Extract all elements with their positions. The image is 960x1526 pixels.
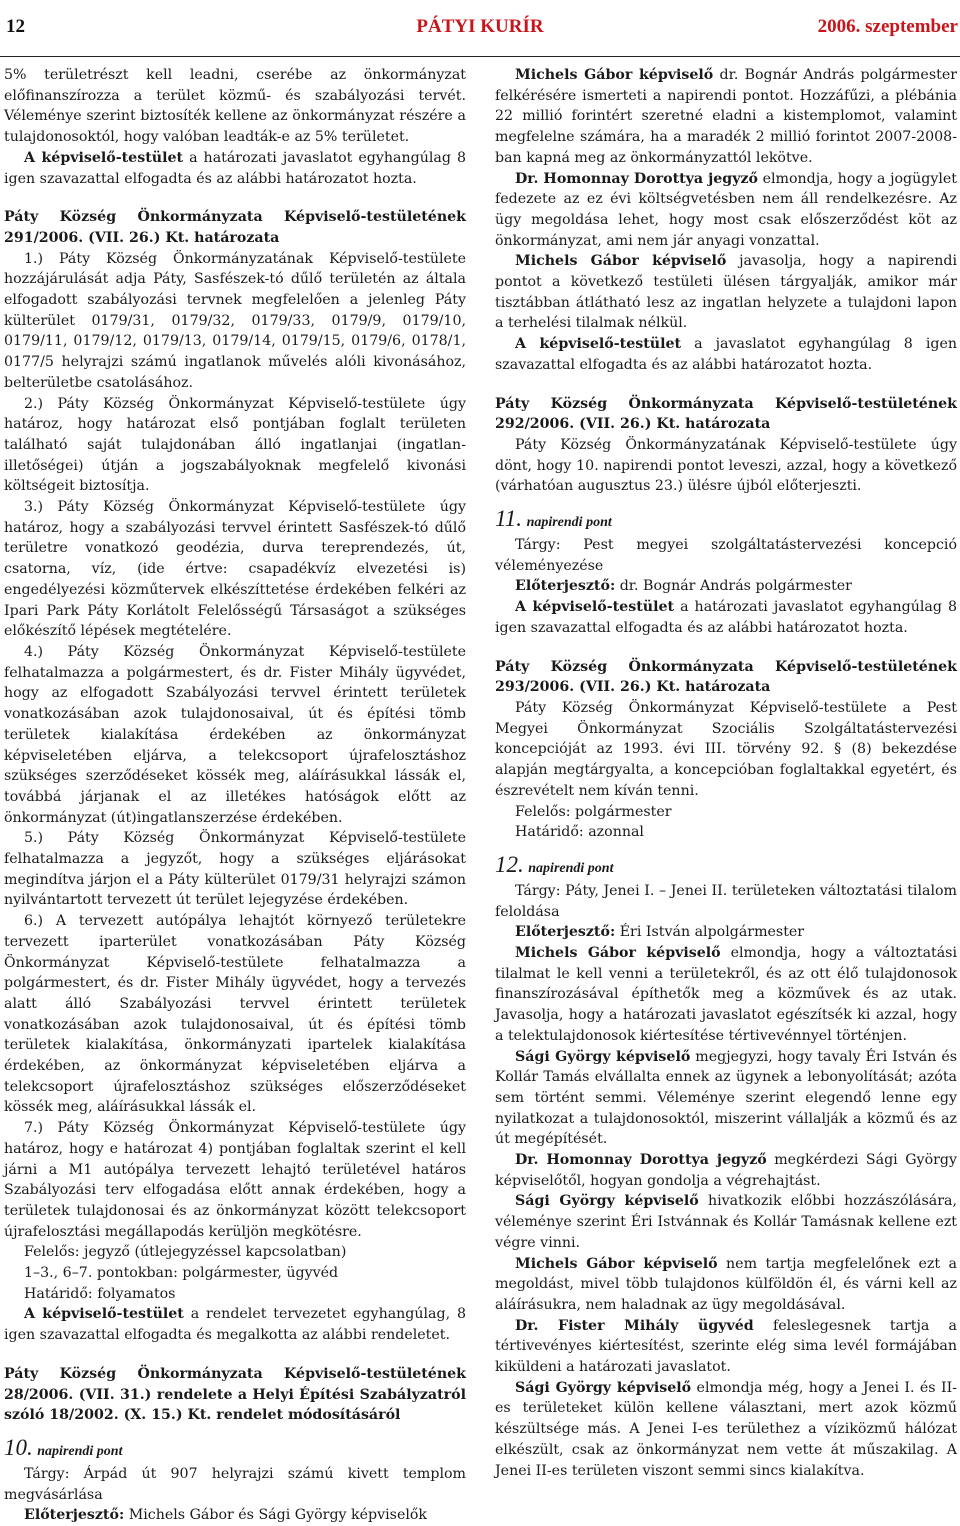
paragraph: 2.) Páty Község Önkormányzat Képviselő-testülete úgy határoz, hogy határozat első pontjában foglalt területen található saját tulajdonában álló ingatlanjai (ingatlan-illetőségei) útján a jogszabályoknak megfelelő kivonási költségeit biztosítja.: [4, 395, 466, 495]
paragraph: Előterjesztő: dr. Bognár András polgármester: [515, 578, 852, 595]
paragraph: 1–3., 6–7. pontokban: polgármester, ügyvéd: [24, 1265, 339, 1282]
paragraph: Határidő: folyamatos: [24, 1285, 176, 1302]
paragraph: Felelős: polgármester: [515, 803, 672, 820]
paragraph: Határidő: azonnal: [515, 824, 644, 841]
paragraph: Dr. Fister Mihály ügyvéd feleslegesnek tartja a tértivevényes kiértesítést, szerinte elég sima levél formájában kiküldeni a határozati javaslatot.: [495, 1317, 957, 1376]
paragraph: Michels Gábor képviselő elmondja, hogy a változtatási tilalmat le kell venni a területekről, és az ott élő tulajdonosok finanszírozásával építhetők meg a közművek és az utak. Javasolja, hogy a határozati javaslatot egészítsék ki azzal, hogy a telektulajdonosok kiértesítése tértivevénnyel történjen.: [495, 945, 958, 1044]
paragraph: Dr. Homonnay Dorottya jegyző megkérdezi Sági György képviselőtől, hogyan gondolja a végrehajtást.: [495, 1152, 957, 1189]
paragraph: A képviselő-testület a határozati javaslatot egyhangúlag 8 igen szavazattal elfogadta és az alábbi határozatot hozta.: [4, 149, 466, 187]
paragraph: 5.) Páty Község Önkormányzat Képviselő-testülete felhatalmazza a jegyzőt, hogy a szükséges eljárásokat megindítva járjon el a Páty külterület 0179/31 helyrajzi számon nyilvántartott tervezett út terület lejegyzése érdekében.: [4, 830, 466, 909]
section-heading: 10. napirendi pont: [4, 1435, 123, 1460]
paragraph: A képviselő-testület a javaslatot egyhangúlag 8 igen szavazattal elfogadta és az alábbi határozatot hozta.: [495, 336, 957, 373]
paragraph: 6.) A tervezett autópálya lehajtót környező területekre tervezett iparterület vonatkozásában Páty Község Önkormányzat Képviselő-testülete felhatalmazza a polgármestert, és dr. Fister Mihály ügyvédet, hogy a tervezés alatt álló Szabályozási tervvel érintett területek vonatkozásában azok tulajdonosaival, út és építési tömb területek kialakítása, önkormányzati ipartelek kialakítása érdekében, az önkormányzat képviseletében eljárva a telekcsoport újrafelosztáshoz szükséges előszerződéseket kössék meg, aláírásukkal lássák el.: [4, 913, 466, 1116]
paragraph: Páty Község Önkormányzat Képviselő-testülete a Pest Megyei Önkormányzat Szociális Szolgáltatástervezési koncepcióját az 1993. évi III. törvény 92. § (8) bekezdése alapján megtárgyalta, a koncepcióban foglaltakkal egyetért, és észrevételt nem kíván tenni.: [495, 699, 957, 799]
paragraph: Előterjesztő: Éri István alpolgármester: [515, 924, 805, 941]
paragraph: Michels Gábor képviselő javasolja, hogy a napirendi pontot a következő testületi ülésen tárgyalják, amikor már tisztábban átlátható lesz az ingatlan helyzete a tulajdoni lapon a terhelési tilalmak nélkül.: [495, 253, 957, 332]
paragraph: Előterjesztő: Michels Gábor és Sági György képviselők: [24, 1507, 428, 1524]
page-header: [0, 0, 960, 57]
paragraph: Dr. Homonnay Dorottya jegyző elmondja, hogy a jogügylet fedezete az ez évi költségvetésben nem áll rendelkezésre. Az ügy megoldása lehet, hogy most csak előszerződést köt az önkormányzat, ami nem jár anyagi vonzattal.: [495, 170, 957, 249]
resolution-heading: Páty Község Önkormányzata Képviselő-testületének 292/2006. (VII. 26.) Kt. határozata: [495, 395, 957, 433]
paragraph: Tárgy: Pest megyei szolgáltatástervezési koncepció véleményezése: [495, 537, 957, 574]
paragraph: Páty Község Önkormányzatának Képviselő-testülete úgy dönt, hogy 10. napirendi pontot leveszi, azzal, hogy a következő (várhatóan augusztus 23.) ülésre újból előterjeszti.: [495, 436, 957, 495]
paragraph: 7.) Páty Község Önkormányzat Képviselő-testülete úgy határoz, hogy e határozat 4) pontjában foglaltak szerint el kell járni a M1 autópálya tervezett lehajtó területével határos Szabályozási terv elfogadása előtt annak érdekében, hogy a területek tulajdonosai és az önkormányzat között telekcsoport újrafelosztási megállapodás kerüljön megkötésre.: [4, 1120, 466, 1240]
issue-date: 2006. szeptember: [817, 16, 958, 37]
paragraph: A képviselő-testület a határozati javaslatot egyhangúlag 8 igen szavazattal elfogadta és az alábbi határozatot hozta.: [495, 599, 957, 636]
section-heading: 11. napirendi pont: [495, 506, 612, 532]
resolution-heading: Páty Község Önkormányzata Képviselő-testületének 291/2006. (VII. 26.) Kt. határozata: [4, 209, 466, 246]
right-column: [495, 65, 957, 1481]
section-heading: 12. napirendi pont: [495, 851, 614, 877]
left-column: [4, 65, 466, 1526]
ordinance-heading: Páty Község Önkormányzata Képviselő-testületének 28/2006. (VII. 31.) rendelete a Helyi Építési Szabályzatról szóló 18/2002. (X. 15.) Kt. rendelet módosításáról: [4, 1365, 466, 1424]
paragraph: Michels Gábor képviselő nem tartja megfelelőnek ezt a megoldást, mivel több tulajdonos külföldön él, és várni kell az aláírásukra, nem haladnak az ügy megoldásával.: [495, 1255, 957, 1313]
paragraph: Michels Gábor képviselő dr. Bognár András polgármester felkérésére ismerteti a napirendi pontot. Hozzáfűzi, a plébánia 22 millió forintért szeretné eladni a kistemplomot, valamint megfelelne számára, ha a maradék 2 millió forintot 2007-2008-ban kapná meg az önkormányzattól lekötve.: [495, 67, 957, 166]
paragraph: Tárgy: Árpád út 907 helyrajzi számú kivett templom megvásárlása: [4, 1466, 466, 1503]
paragraph: Felelős: jegyző (útlejegyzéssel kapcsolatban): [24, 1244, 347, 1261]
page-number: 12: [6, 16, 25, 37]
paragraph: Sági György képviselő hivatkozik előbbi hozzászólására, véleménye szerint Éri Istvánnak és Kollár Tamásnak kellene ezt végre vinni.: [495, 1193, 957, 1251]
paragraph: 4.) Páty Község Önkormányzat Képviselő-testülete felhatalmazza a polgármestert, és dr. Fister Mihály ügyvédet, hogy az elfogadott Szabályozási tervvel érintett területek vonatkozásában azok tulajdonosaival, út és építési tömb területek kialakítása érdekében az önkormányzat képviseletében eljárva, a telekcsoport újrafelosztáshoz szükséges szerződéseket kössék meg, aláírásukkal lássák el, továbbá járjanak el az illetékes hatóságok előtt az önkormányzat (út)ingatlanszerzése érdekében.: [4, 643, 466, 826]
resolution-heading: Páty Község Önkormányzata Képviselő-testületének 293/2006. (VII. 26.) Kt. határozata: [495, 658, 957, 696]
paragraph: Sági György képviselő elmondja még, hogy a Jenei I. és II-es területeket külön kellene választani, mert azok közmű készültsége más. A Jenei I-es területhez a víziközmű hálózat elkészült, csak az önkormányzat nem vette át műszakilag. A Jenei II-es területen viszont semmi sincs kialakítva.: [495, 1379, 957, 1479]
paragraph: Sági György képviselő megjegyzi, hogy tavaly Éri István és Kollár Tamás elvállalta ennek az ügynek a lebonyolítását; azóta sem történt semmi. Véleménye szerint elegendő lenne egy nyilatkozat a tulajdonosoktól, miszerint vállalják a közmű és az út megépítését.: [495, 1048, 957, 1148]
paragraph: 1.) Páty Község Önkormányzatának Képviselő-testülete hozzájárulását adja Páty, Sasfészek-tó dűlő területén az általa elfogadott szabályozási tervnek megfelelően a jelenleg Páty külterület 0179/31, 0179/32, 0179/33, 0179/9, 0179/10, 0179/11, 0179/12, 0179/13, 0179/14, 0179/15, 0179/6, 0178/1, 0177/5 helyrajzi számú ingatlanok művelés alóli kivonásához, belterületbe csatolásához.: [4, 250, 466, 391]
paragraph: 5% területrészt kell leadni, cserébe az önkormányzat előfinanszírozza a terület közmű- és szabályozási tervét. Véleménye szerint biztosíték kellene az önkormányzat részére a tulajdonosoktól, hogy valóban leadták-e az 5% területet.: [4, 67, 466, 146]
paragraph: A képviselő-testület a rendelet tervezetet egyhangúlag, 8 igen szavazattal elfogadta és megalkotta az alábbi rendeletet.: [4, 1306, 466, 1344]
paragraph: 3.) Páty Község Önkormányzat Képviselő-testülete úgy határoz, hogy a szabályozási tervvel érintett Sasfészek-tó dűlő területre vonatkozó geodézia, durva tereprendezés, út, csatorna, víz, (ide értve: csapadékvíz elvezetési is) engedélyezési közműtervek elkészíttetése érdekében felkéri az Ipari Park Páty Korlátolt Felelősségű Társaságot a szükséges előkészítő lépések megtételére.: [4, 499, 466, 640]
newspaper-title: PÁTYI KURÍR: [416, 16, 544, 37]
paragraph: Tárgy: Páty, Jenei I. – Jenei II. területeken változtatási tilalom feloldása: [495, 882, 957, 920]
